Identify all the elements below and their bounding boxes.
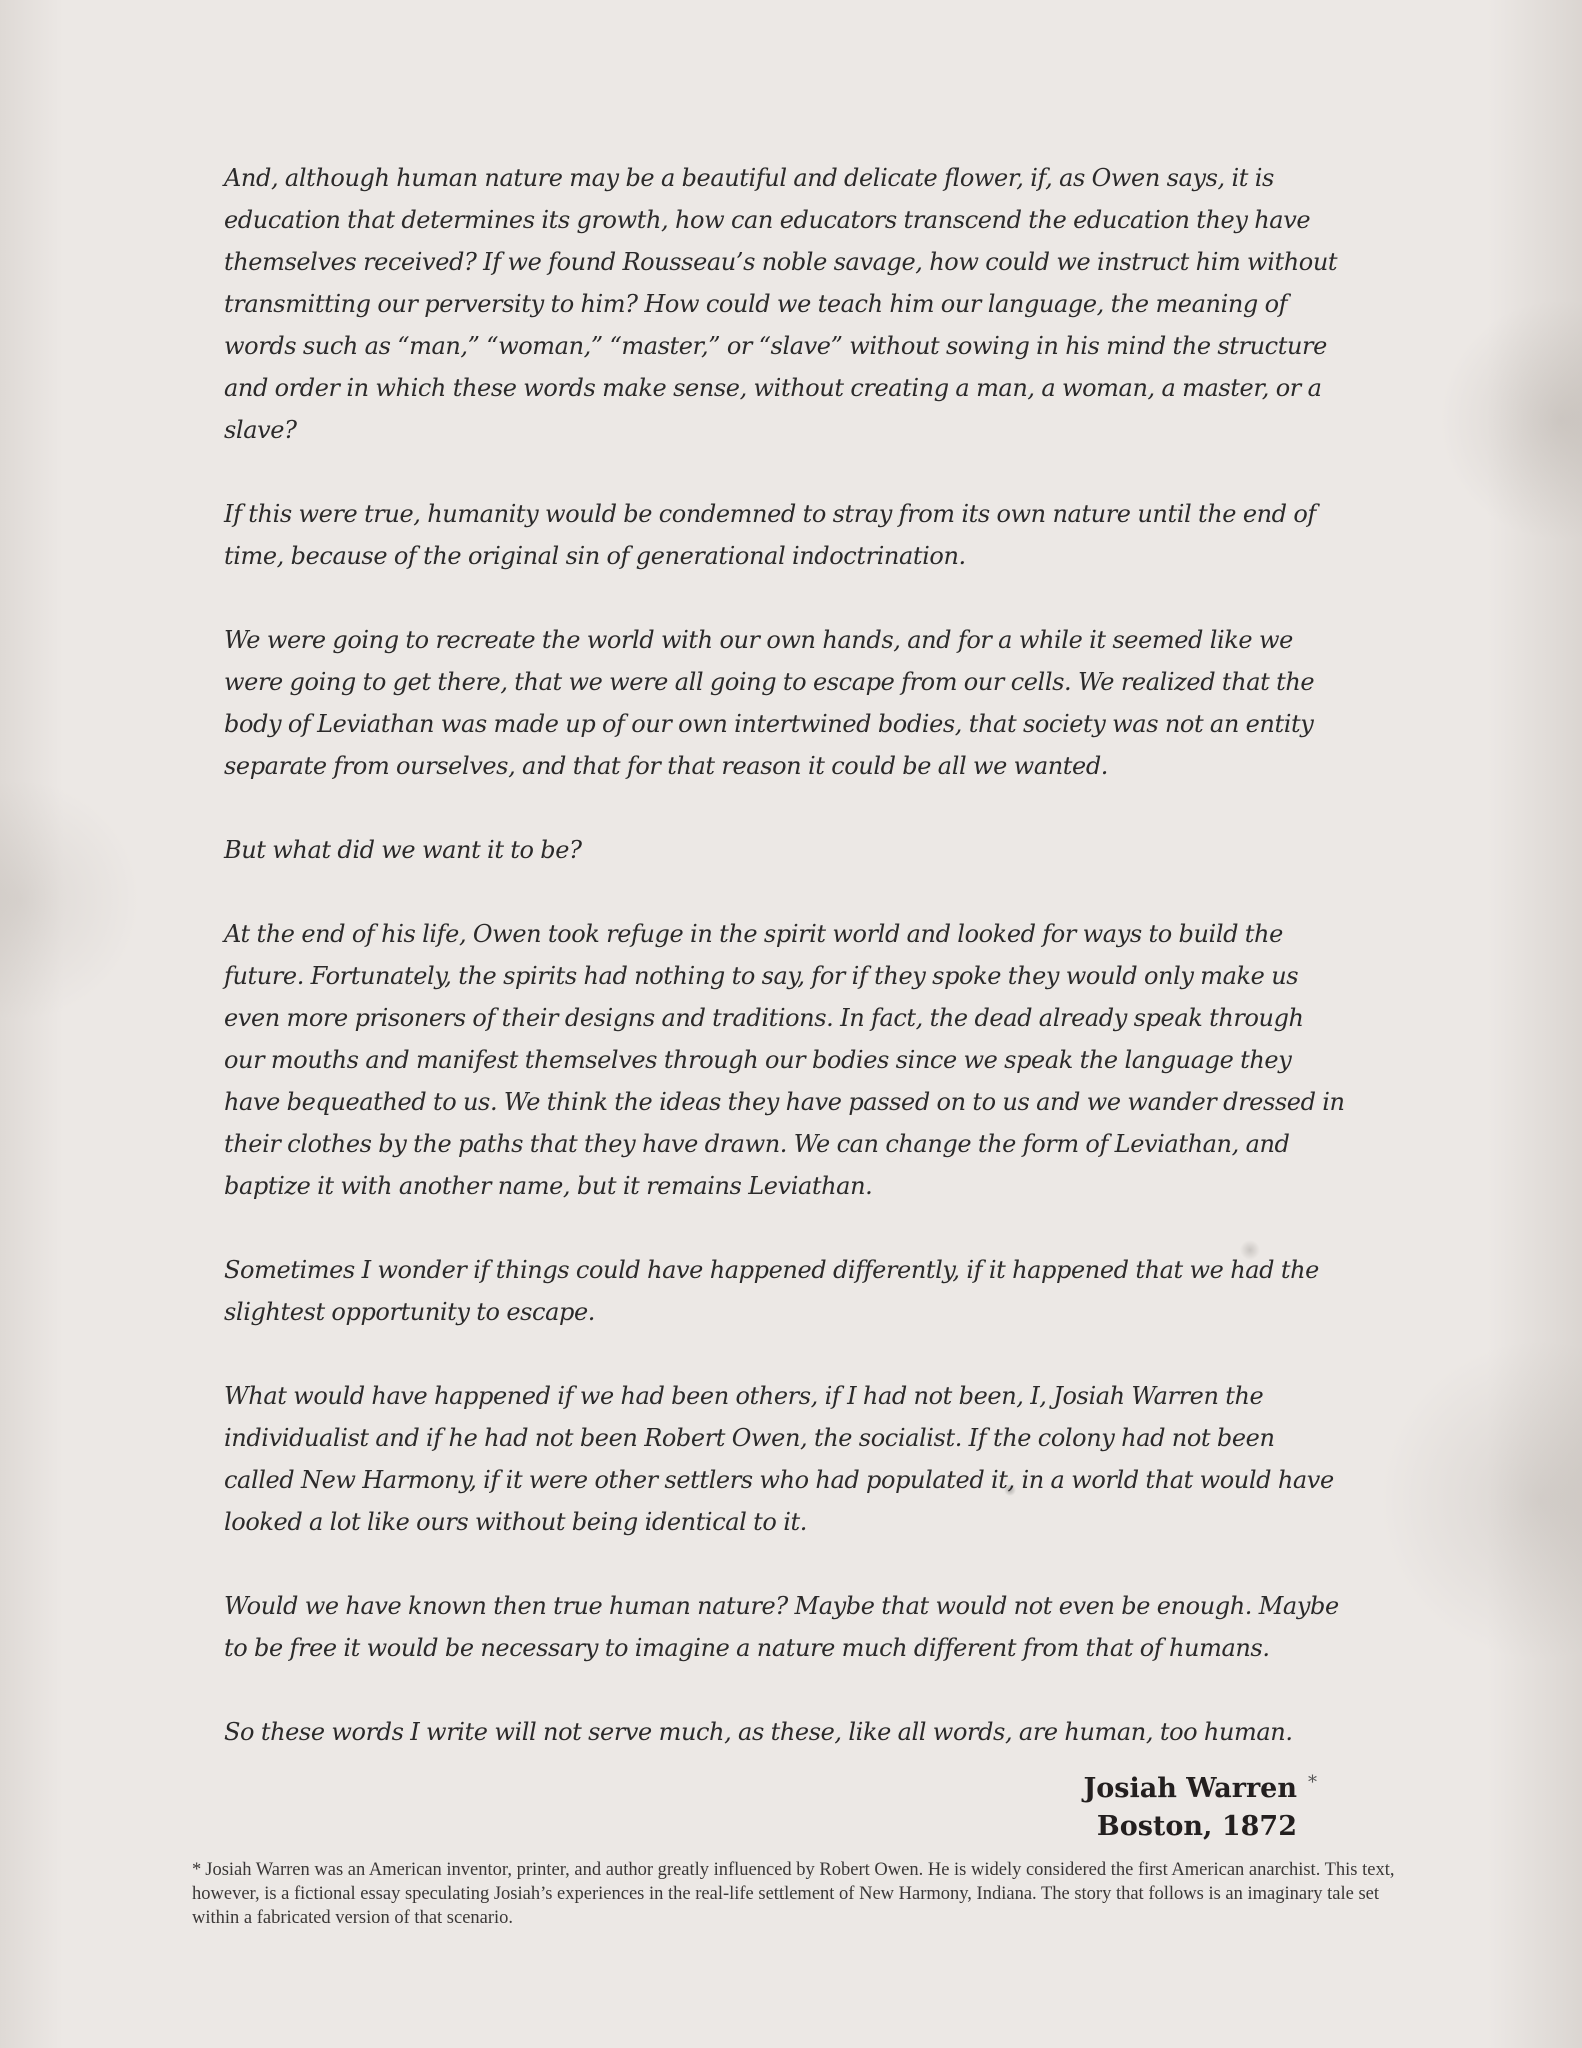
paragraph-3: We were going to recreate the world with our own hands, and for a while it seemed like we were going to get there, that we were all going to escape from our cells. We realized that the body of Leviathan was made up of our own intertwined bodies, that society was not an entity separate from ourselves, and that for that reason it could be all we wanted. (224, 626, 1315, 780)
paragraph-5: At the end of his life, Owen took refuge in the spirit world and looked for ways to build the future. Fortunately, the spirits had nothing to say, for if they spoke they would only make us even more prisoners of their designs and traditions. In fact, the dead already speak through our mouths and manifest themselves through our bodies since we speak the language they have bequeathed to us. We think the ideas they have passed on to us and we wander dressed in their clothes by the paths that they have drawn. We can change the form of Leviathan, and baptize it with another name, but it remains Leviathan. (224, 920, 1345, 1200)
signature-name-line (1083, 1770, 1317, 1808)
paragraph-6: Sometimes I wonder if things could have happened differently, if it happened that we had the slightest opportunity to escape. (224, 1256, 1319, 1326)
footnote-text: Josiah Warren was an American inventor, printer, and author greatly influenced by Robert Owen. He is widely considered the first American anarchist. This text, however, is a fictional essay speculating Josiah’s experiences in the real-life settlement of New Harmony, Indiana. The story that follows is an imaginary tale set within a fabricated version of that scenario. (192, 1860, 1395, 1928)
paragraph-2: If this were true, humanity would be condemned to stray from its own nature until the end of time, because of the original sin of generational indoctrination. (224, 500, 1316, 570)
essay-body (224, 157, 1348, 1795)
paragraph-1: And, although human nature may be a beautiful and delicate flower, if, as Owen says, it is education that determines its growth, how can educators transcend the education they have themselves received? If we found Rousseau’s noble savage, how could we instruct him without transmitting our perversity to him? How could we teach him our language, the meaning of words such as “man,” “woman,” “master,” or “slave” without sowing in his mind the structure and order in which these words make sense, without creating a man, a woman, a master, or a slave? (224, 164, 1338, 444)
paragraph-7: What would have happened if we had been others, if I had not been, I, Josiah Warren the individualist and if he had not been Robert Owen, the socialist. If the colony had not been called New Harmony, if it were other settlers who had populated it, in a world that would have looked a lot like ours without being identical to it. (224, 1382, 1334, 1536)
paragraph-4: But what did we want it to be? (224, 836, 582, 864)
signature-block (1083, 1770, 1317, 1846)
paragraph-9: So these words I write will not serve much, as these, like all words, are human, too human. (224, 1718, 1293, 1746)
footnote (192, 1858, 1416, 1930)
footnote-marker: * (1308, 1772, 1317, 1793)
footnote-star: * (192, 1860, 202, 1880)
signature-name: Josiah Warren (1083, 1773, 1297, 1804)
paragraph-8: Would we have known then true human nature? Maybe that would not even be enough. Maybe to be free it would be necessary to imagine a nature much different from that of humans. (224, 1592, 1339, 1662)
signature-place-date: Boston, 1872 (1096, 1811, 1297, 1842)
